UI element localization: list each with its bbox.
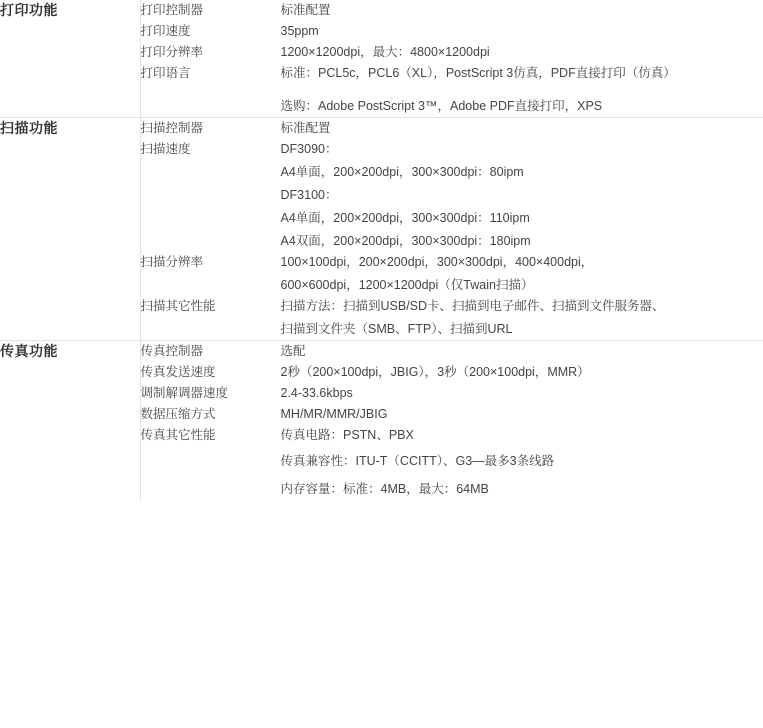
attribute-value [281, 296, 763, 340]
value-line: 1200×1200dpi，最大：4800×1200dpi [280, 45, 490, 59]
value-line: DF3100： [280, 188, 338, 202]
table-row [141, 383, 763, 404]
attribute-value [281, 383, 763, 404]
value-line: 2.4-33.6kbps [280, 386, 353, 400]
attribute-name: 扫描其它性能 [140, 299, 216, 313]
value-line: A4单面，200×200dpi，300×300dpi：110ipm [280, 211, 530, 225]
attribute-value [281, 341, 763, 362]
table-row [141, 118, 763, 139]
value-line: 扫描方法：扫描到USB/SD卡、扫描到电子邮件、扫描到文件服务器、 [280, 299, 665, 313]
attribute-name: 传真发送速度 [140, 365, 216, 379]
value-line: 100×100dpi，200×200dpi，300×300dpi，400×400dpi， [280, 255, 594, 269]
value-line: 标准配置 [280, 121, 331, 135]
attribute-name: 数据压缩方式 [140, 407, 216, 421]
value-line: DF3090： [280, 142, 338, 156]
attribute-value [281, 252, 763, 296]
table-row [141, 425, 763, 500]
value-line: A4双面，200×200dpi，300×300dpi：180ipm [280, 234, 531, 248]
attribute-name: 传真其它性能 [140, 428, 216, 442]
section-title: 打印功能 [0, 2, 58, 18]
value-line: 传真兼容性：ITU-T（CCITT）、G3—最多3条线路 [280, 454, 555, 468]
section-body-cell [140, 341, 763, 501]
table-row [141, 362, 763, 383]
table-row [141, 63, 763, 117]
attribute-name: 扫描分辨率 [140, 255, 204, 269]
table-row [141, 21, 763, 42]
section-title: 扫描功能 [0, 120, 58, 136]
table-row [141, 296, 763, 340]
attribute-value [281, 362, 763, 383]
table-row [141, 42, 763, 63]
value-line: A4单面，200×200dpi，300×300dpi：80ipm [280, 165, 524, 179]
value-line: 35ppm [280, 24, 319, 38]
attribute-value [281, 42, 763, 63]
attribute-name: 扫描速度 [140, 142, 191, 156]
attribute-name: 打印分辨率 [140, 45, 204, 59]
table-row [141, 341, 763, 362]
attribute-name: 调制解调器速度 [140, 386, 229, 400]
value-line: 2秒（200×100dpi，JBIG），3秒（200×100dpi，MMR） [280, 365, 590, 379]
value-line: 选购：Adobe PostScript 3™，Adobe PDF直接打印，XPS [280, 99, 603, 113]
value-line: MH/MR/MMR/JBIG [280, 407, 388, 421]
table-row [141, 0, 763, 21]
attribute-name: 打印控制器 [140, 3, 204, 17]
value-line: 扫描到文件夹（SMB、FTP）、扫描到URL [280, 322, 513, 336]
attribute-value [281, 118, 763, 139]
table-row [141, 252, 763, 296]
value-line: 内存容量：标准：4MB，最大：64MB [280, 482, 489, 496]
attribute-value [281, 21, 763, 42]
spec-section-fax [0, 341, 763, 501]
table-row [141, 404, 763, 425]
section-title-cell [0, 341, 140, 501]
value-line: 600×600dpi，1200×1200dpi（仅Twain扫描） [280, 278, 534, 292]
value-line: 传真电路：PSTN、PBX [280, 428, 414, 442]
attribute-name: 打印语言 [140, 66, 191, 80]
section-body-cell [140, 0, 763, 118]
spec-section-print [0, 0, 763, 118]
attribute-value [281, 0, 763, 21]
attribute-rows [141, 118, 763, 340]
attribute-name: 扫描控制器 [140, 121, 204, 135]
section-title: 传真功能 [0, 343, 58, 359]
attribute-rows [141, 341, 763, 500]
section-title-cell [0, 118, 140, 341]
value-line: 选配 [280, 344, 306, 358]
attribute-name: 传真控制器 [140, 344, 204, 358]
attribute-value [281, 425, 763, 500]
attribute-value [281, 63, 763, 117]
section-body-cell [140, 118, 763, 341]
attribute-value [281, 404, 763, 425]
value-line: 标准配置 [280, 3, 331, 17]
spec-section-scan [0, 118, 763, 341]
section-title-cell [0, 0, 140, 118]
attribute-value [281, 139, 763, 252]
value-line: 标准：PCL5c，PCL6（XL），PostScript 3仿真，PDF直接打印（仿真） [280, 66, 676, 80]
table-row [141, 139, 763, 252]
attribute-rows [141, 0, 763, 117]
attribute-name: 打印速度 [140, 24, 191, 38]
